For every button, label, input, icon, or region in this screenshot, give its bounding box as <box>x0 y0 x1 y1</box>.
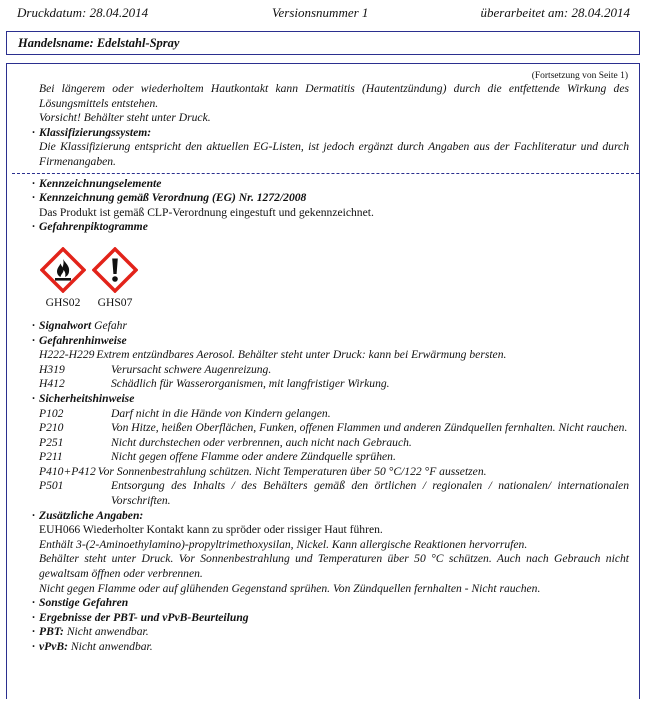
hazard-code: H222-H229 <box>39 348 95 362</box>
precautionary-statement <box>39 450 629 465</box>
pictogram-row <box>39 235 629 319</box>
pbt-results-heading: · Ergebnisse der PBT- und vPvB-Beurteilung <box>35 611 629 626</box>
trade-name-box <box>6 31 640 55</box>
exclamation-icon <box>92 247 138 293</box>
signal-word-value: Gefahr <box>94 318 127 332</box>
precautionary-text: Nicht gegen offene Flamme oder andere Zündquelle sprühen. <box>111 450 396 464</box>
continuation-note: (Fortsetzung von Seite 1) <box>531 71 628 81</box>
hazard-text: Schädlich für Wasserorganismen, mit langfristiger Wirkung. <box>111 377 390 391</box>
classification-text: Die Klassifizierung entspricht den aktuellen EG-Listen, ist jedoch ergänzt durch Angaben aus der Fachliteratur und durch Firmenangaben. <box>39 140 629 168</box>
hazard-text: Verursacht schwere Augenreizung. <box>111 362 272 376</box>
pbt-value: Nicht anwendbar. <box>66 625 149 639</box>
precautionary-statement <box>39 436 629 451</box>
precautionary-text: Vor Sonnenbestrahlung schützen. Nicht Temperaturen über 50 °C/122 °F aussetzen. <box>97 464 487 478</box>
signal-word: · Signalwort Gefahr <box>35 319 629 334</box>
pressure-warning: Vorsicht! Behälter steht unter Druck. <box>39 111 211 125</box>
euh066-statement: EUH066 Wiederholter Kontakt kann zu spröder oder rissiger Haut führen. <box>39 523 383 537</box>
precautionary-statements-heading: · Sicherheitshinweise <box>35 392 629 407</box>
precautionary-text: Entsorgung des Inhalts / des Behälters gemäß den örtlichen / regionalen / nationalen/ internationalen Vorschriften. <box>111 479 629 508</box>
pictogram-ghs07 <box>91 247 139 311</box>
revision-date: überarbeitet am: 28.04.2014 <box>480 5 630 20</box>
hazard-statement <box>39 348 629 363</box>
hazard-statements-heading: · Gefahrenhinweise <box>35 334 629 349</box>
section-content <box>7 82 639 655</box>
print-date: Druckdatum: 28.04.2014 <box>17 5 149 20</box>
hazard-code: H412 <box>39 377 65 391</box>
precautionary-text: Darf nicht in die Hände von Kindern gelangen. <box>111 406 331 420</box>
pictograms-heading: · Gefahrenpiktogramme <box>35 220 629 235</box>
precautionary-code: P251 <box>39 435 64 449</box>
container-statement: Behälter steht unter Druck. Vor Sonnenbestrahlung und Temperaturen über 50 °C schützen. Auch nach Gebrauch nicht gewaltsam öffnen oder verbrennen. <box>39 552 629 581</box>
classification-heading: · Klassifizierungssystem: <box>35 126 629 141</box>
section-box <box>6 63 640 699</box>
hazard-text: Extrem entzündbares Aerosol. Behälter steht unter Druck: kann bei Erwärmung bersten. <box>96 348 507 362</box>
regulation-heading: · Kennzeichnung gemäß Verordnung (EG) Nr. 1272/2008 <box>35 191 629 206</box>
pictogram-code: GHS07 <box>97 295 133 309</box>
labelling-heading: · Kennzeichnungselemente <box>35 177 629 192</box>
flame-statement: Nicht gegen Flamme oder auf glühenden Gegenstand sprühen. Von Zündquellen fernhalten - Nicht rauchen. <box>39 581 541 595</box>
precautionary-code: P501 <box>39 479 64 493</box>
hazard-code: H319 <box>39 362 65 376</box>
precautionary-statement <box>39 465 629 480</box>
section-divider <box>12 173 639 174</box>
other-hazards-heading: · Sonstige Gefahren <box>35 596 629 611</box>
precautionary-text: Von Hitze, heißen Oberflächen, Funken, offenen Flammen und anderen Zündquellen fernhalten. Nicht rauchen. <box>111 421 628 435</box>
precautionary-code: P410+P412 <box>39 464 96 478</box>
contains-statement: Enthält 3-(2-Aminoethylamino)-propyltrimethoxysilan, Nickel. Kann allergische Reaktionen hervorrufen. <box>39 537 528 551</box>
hazard-statement <box>39 377 629 392</box>
vpvb-line: · vPvB: Nicht anwendbar. <box>35 640 629 655</box>
pbt-line: · PBT: Nicht anwendbar. <box>35 625 629 640</box>
precautionary-code: P102 <box>39 406 64 420</box>
precautionary-code: P210 <box>39 421 64 435</box>
hazard-statement <box>39 363 629 378</box>
precautionary-text: Nicht durchstechen oder verbrennen, auch nicht nach Gebrauch. <box>111 435 412 449</box>
pictogram-code: GHS02 <box>45 295 81 309</box>
precautionary-code: P211 <box>39 450 63 464</box>
trade-name: Handelsname: Edelstahl-Spray <box>18 36 180 50</box>
regulation-text: Das Produkt ist gemäß CLP-Verordnung eingestuft und gekennzeichnet. <box>39 205 374 219</box>
additional-info-heading: · Zusätzliche Angaben: <box>35 509 629 524</box>
page-header <box>0 0 653 26</box>
precautionary-statement <box>39 479 629 508</box>
precautionary-statement <box>39 407 629 422</box>
pictogram-ghs02 <box>39 247 87 311</box>
version-number: Versionsnummer 1 <box>272 5 369 20</box>
precautionary-statement <box>39 421 629 436</box>
vpvb-value: Nicht anwendbar. <box>70 640 153 653</box>
dermatitis-warning: Bei längerem oder wiederholtem Hautkontakt kann Dermatitis (Hautentzündung) durch die entfettende Wirkung des Lösungsmittels entstehen. <box>39 82 629 110</box>
flame-icon <box>40 247 86 293</box>
